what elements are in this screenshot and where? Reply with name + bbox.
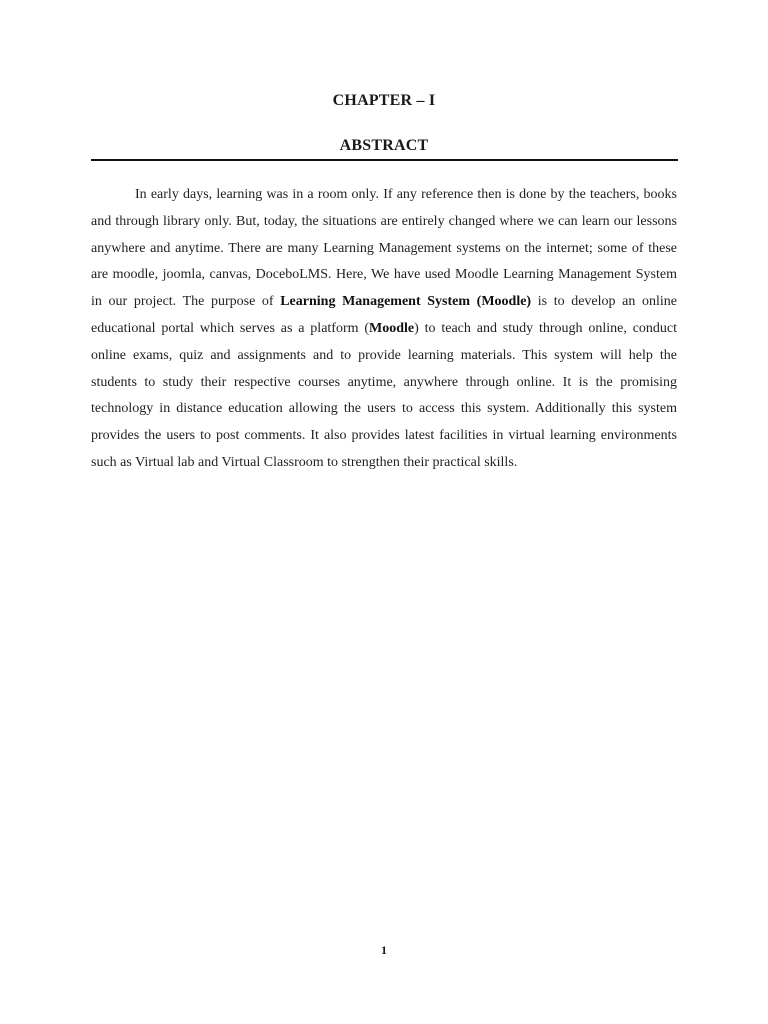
- page-number: 1: [381, 943, 387, 957]
- abstract-text-segment: ) to teach and study through online, conduct online exams, quiz and assignments and to provide learning materials. This system will help the students to study their respective courses anytime, anywhere through online. It is the promising technology in distance education allowing the users to access this system. Additionally this system provides the users to post comments. It also provides latest facilities in virtual learning environments such as Virtual lab and Virtual Classroom to strengthen their practical skills.: [91, 320, 678, 470]
- abstract-text-segment: In early days, learning was in a room only. If any reference then is done by the teachers, books and through library only. But, today, the situations are entirely changed where we can learn our lessons anywhere and anytime. There are many Learning Management systems on the internet; some of these are moodle, joomla, canvas, DoceboLMS. Here, We have used Moodle Learning Management System in our project. The purpose of: [91, 187, 677, 310]
- abstract-paragraph: [91, 182, 677, 477]
- title-underline-rule: [91, 159, 678, 161]
- abstract-bold-term-moodle: Moodle: [369, 320, 415, 336]
- chapter-heading: CHAPTER – I: [332, 92, 436, 109]
- section-title: ABSTRACT: [339, 137, 429, 154]
- abstract-text-segment: is to develop an online educational portal which serves as a platform (: [91, 294, 678, 336]
- abstract-bold-term-lms: Learning Management System (Moodle): [280, 294, 532, 310]
